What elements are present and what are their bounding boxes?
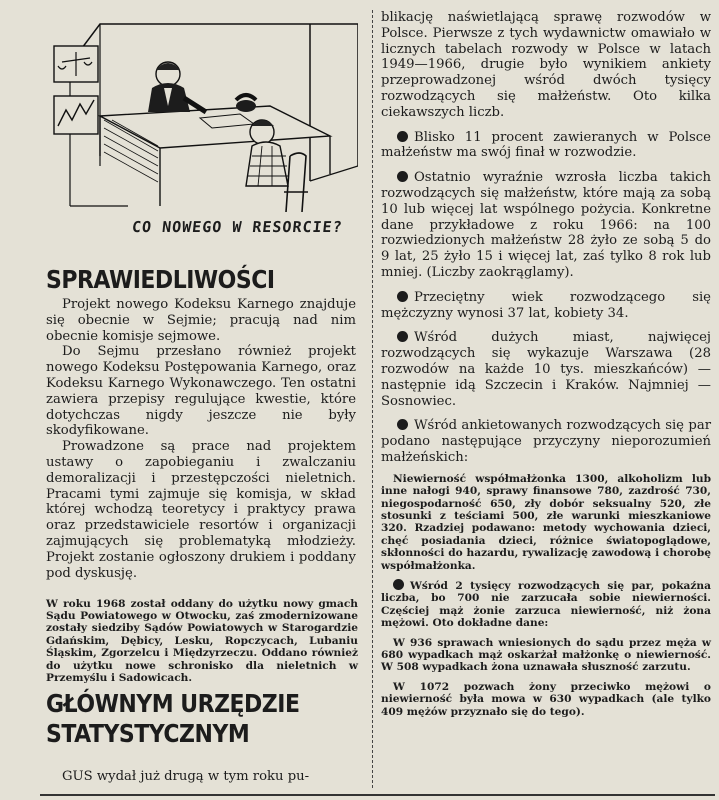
left-paragraph-3: Prowadzone są prace nad projektem ustawy o zapobieganiu i zwalczaniu demoralizacji i przestępczości nieletnich. Pracami tymi zajmuje się komisja, w skład której wchodzą teoretycy i praktycy prawa oraz przedstawiciele resortów i organizacji zajmujących się problematyką młodzieży. Projekt zostanie ogłoszony drukiem i poddany pod dyskusję. (46, 439, 356, 581)
bullet-item (381, 170, 711, 281)
illustration (40, 6, 358, 238)
husband-claims-text: W 936 sprawach wniesionych do sądu przez męża w 680 wypadkach mąż oskarżał małżonkę o niewierność. W 508 wypadkach żona uznawała słuszność zarzutu. (381, 636, 711, 674)
husband-claims-block (381, 637, 711, 674)
section-title-statistics: GŁÓWNYM URZĘDZIE STATYSTYCZNYM (46, 690, 300, 749)
bullet-dot-icon (393, 579, 404, 590)
bullet-dot-icon (397, 291, 408, 302)
bullet-dot-icon (397, 171, 408, 182)
bullet-text: Przeciętny wiek rozwodzącego się mężczyzny wynosi 37 lat, kobiety 34. (381, 289, 711, 321)
left-paragraph-1: Projekt nowego Kodeksu Karnego znajduje się obecnie w Sejmie; pracują nad nim obecnie komisje sejmowe. (46, 297, 356, 344)
bullet-dot-icon (397, 331, 408, 342)
bullet-text: Wśród dużych miast, najwięcej rozwodzących się wykazuje Warszawa (28 rozwodów na każde 10 tys. mieszkańców) — następnie idą Szczecin i Kraków. Najmniej — Sosnowiec. (381, 330, 711, 409)
bullet-text: Blisko 11 procent zawieranych w Polsce małżeństw ma swój finał w rozwodzie. (381, 129, 711, 161)
infidelity-block (381, 579, 711, 630)
right-column (381, 10, 711, 718)
bullet-text: Ostatnio wyraźnie wzrosła liczba takich rozwodzących się małżeństw, które mają za sobą 10 lub więcej lat wspólnego pożycia. Konkretne dane przykładowe z roku 1966: na 100 rozwiedzionych małżeństw 28 żyło ze sobą 5 do 9 lat, 25 żyło 15 i więcej lat, zaś tylko 8 rok lub mniej. (Liczby zaokrąglamy). (381, 170, 711, 280)
column-divider (372, 10, 373, 788)
left-column (40, 6, 362, 238)
section-title-justice: SPRAWIEDLIWOŚCI (46, 266, 275, 295)
causes-text: Niewierność współmałżonka 1300, alkoholizm lub inne nałogi 940, sprawy finansowe 780, zazdrość 730, niegospodarność 650, zły dobór seksualny 520, złe stosunki z teściami 500, złe warunki mieszkaniowe 320. Rzadziej podawano: metody wychowania dzieci, chęć posiadania dzieci, różnice światopoglądowe, skłonności do hazardu, rywalizację zawodową i chorobę współmałżonka. (381, 472, 711, 572)
bullet-item (381, 130, 711, 162)
infidelity-intro (381, 579, 711, 630)
right-intro: blikację naświetlającą sprawę rozwodów w Polsce. Pierwsze z tych wydawnictw omawiało w licznych tabelach rozwody w Polsce w latach 1949—1966, drugie było wynikiem ankiety przeprowadzonej wśród dwóch tysięcy rozwodzących się małżeństw. Oto kilka ciekawszych liczb. (381, 10, 711, 120)
causes-list (381, 473, 711, 572)
wife-claims-block (381, 681, 711, 718)
office-drawing (40, 6, 358, 238)
bullet-dot-icon (397, 419, 408, 430)
left-article-body (46, 297, 356, 581)
bullet-text: Wśród ankietowanych rozwodzących się par podano następujące przyczyny nieporozumień małżeńskich: (381, 418, 711, 465)
bullet-item (381, 418, 711, 465)
left-paragraph-2: Do Sejmu przesłano również projekt nowego Kodeksu Postępowania Karnego, oraz Kodeksu Karnego Wykonawczego. Ten ostatni zawiera przepisy regulujące kwestie, które dotychczas nigdy jeszcze nie były skodyfikowane. (46, 344, 356, 439)
infidelity-intro-text: Wśród 2 tysięcy rozwodzących się par, pokaźna liczba, bo 700 nie zarzucała sobie niewierności. Częściej mąż żonie zarzuca niewierność, niż żona mężowi. Oto dokładne dane: (381, 579, 711, 630)
illustration-caption: CO NOWEGO W RESORCIE? (131, 218, 344, 236)
left-small-paragraph: W roku 1968 został oddany do użytku nowy gmach Sądu Powiatowego w Otwocku, zaś zmodernizowane zostały siedziby Sądów Powiatowych w Starogardzie Gdańskim, Dębicy, Lesku, Ropczycach, Lubaniu Śląskim, Zgorzelcu i Międzyrzeczu. Oddano również do użytku nowe schronisko dla nieletnich w Przemyślu i Sadowicach. (46, 597, 358, 685)
left-last-line: GUS wydał już drugą w tym roku pu- (62, 769, 310, 785)
bottom-rule (40, 794, 715, 796)
bullet-item (381, 330, 711, 409)
wife-claims-text: W 1072 pozwach żony przeciwko mężowi o niewierność była mowa w 630 wypadkach (ale tylko 409 mężów przyznało się do tego). (381, 680, 711, 718)
bullet-dot-icon (397, 131, 408, 142)
bullet-item (381, 290, 711, 322)
